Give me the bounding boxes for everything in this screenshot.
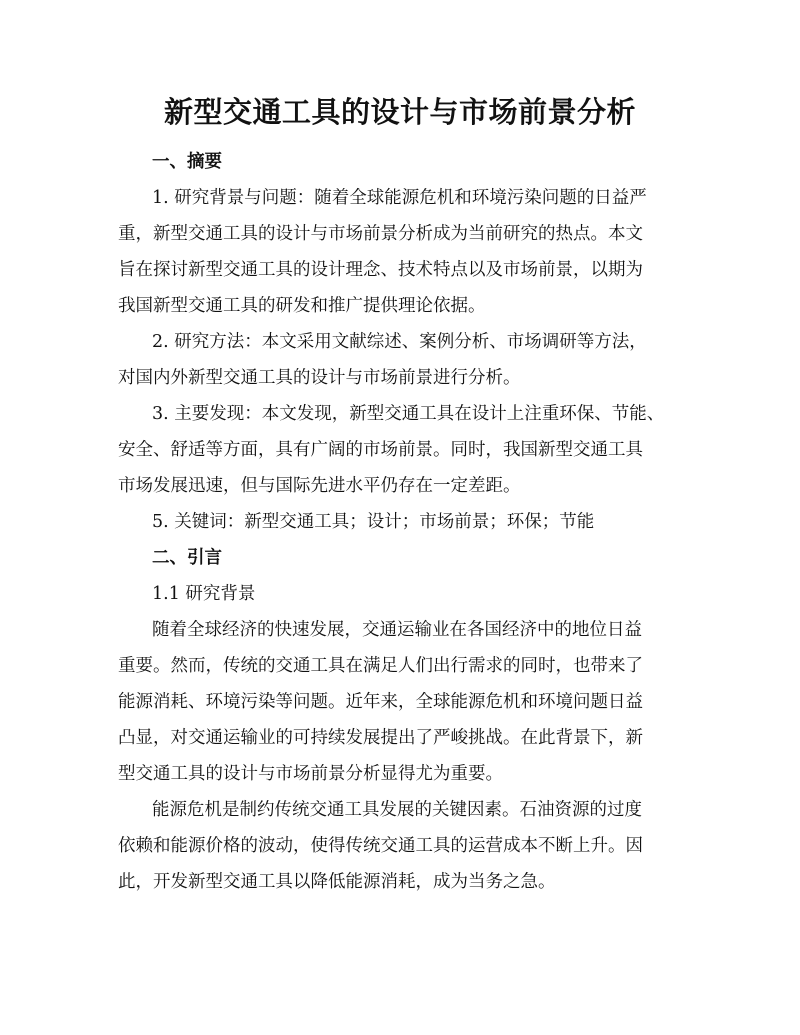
abstract-findings-line-2: 安全、舒适等方面，具有广阔的市场前景。同时，我国新型交通工具 — [118, 440, 643, 460]
abstract-keywords-line: 5. 关键词：新型交通工具；设计；市场前景；环保；节能 — [152, 512, 595, 532]
introduction-paragraph-1-line-1: 随着全球经济的快速发展，交通运输业在各国经济中的地位日益 — [152, 620, 642, 640]
introduction-paragraph-1-line-4: 凸显，对交通运输业的可持续发展提出了严峻挑战。在此背景下，新 — [118, 728, 643, 748]
abstract-background-line-2: 重，新型交通工具的设计与市场前景分析成为当前研究的热点。本文 — [118, 224, 643, 244]
abstract-findings-line-3: 市场发展迅速，但与国际先进水平仍存在一定差距。 — [118, 476, 521, 496]
section-heading-abstract: 一、摘要 — [152, 152, 222, 172]
document-title: 新型交通工具的设计与市场前景分析 — [163, 95, 636, 129]
introduction-paragraph-1-line-5: 型交通工具的设计与市场前景分析显得尤为重要。 — [118, 764, 503, 784]
abstract-background-line-1: 1. 研究背景与问题：随着全球能源危机和环境污染问题的日益严 — [152, 188, 647, 208]
abstract-background-line-3: 旨在探讨新型交通工具的设计理念、技术特点以及市场前景，以期为 — [118, 260, 643, 280]
introduction-paragraph-2-line-2: 依赖和能源价格的波动，使得传统交通工具的运营成本不断上升。因 — [118, 836, 643, 856]
subsection-heading-research-background: 1.1 研究背景 — [152, 584, 256, 604]
introduction-paragraph-2-line-1: 能源危机是制约传统交通工具发展的关键因素。石油资源的过度 — [152, 800, 642, 820]
abstract-findings-line-1: 3. 主要发现：本文发现，新型交通工具在设计上注重环保、节能、 — [152, 404, 665, 424]
abstract-methods-line-1: 2. 研究方法：本文采用文献综述、案例分析、市场调研等方法， — [152, 332, 647, 352]
section-heading-introduction: 二、引言 — [152, 548, 222, 568]
abstract-methods-line-2: 对国内外新型交通工具的设计与市场前景进行分析。 — [118, 368, 521, 388]
introduction-paragraph-2-line-3: 此，开发新型交通工具以降低能源消耗，成为当务之急。 — [118, 872, 556, 892]
introduction-paragraph-1-line-2: 重要。然而，传统的交通工具在满足人们出行需求的同时，也带来了 — [118, 656, 643, 676]
abstract-background-line-4: 我国新型交通工具的研发和推广提供理论依据。 — [118, 296, 486, 316]
introduction-paragraph-1-line-3: 能源消耗、环境污染等问题。近年来，全球能源危机和环境问题日益 — [118, 692, 643, 712]
